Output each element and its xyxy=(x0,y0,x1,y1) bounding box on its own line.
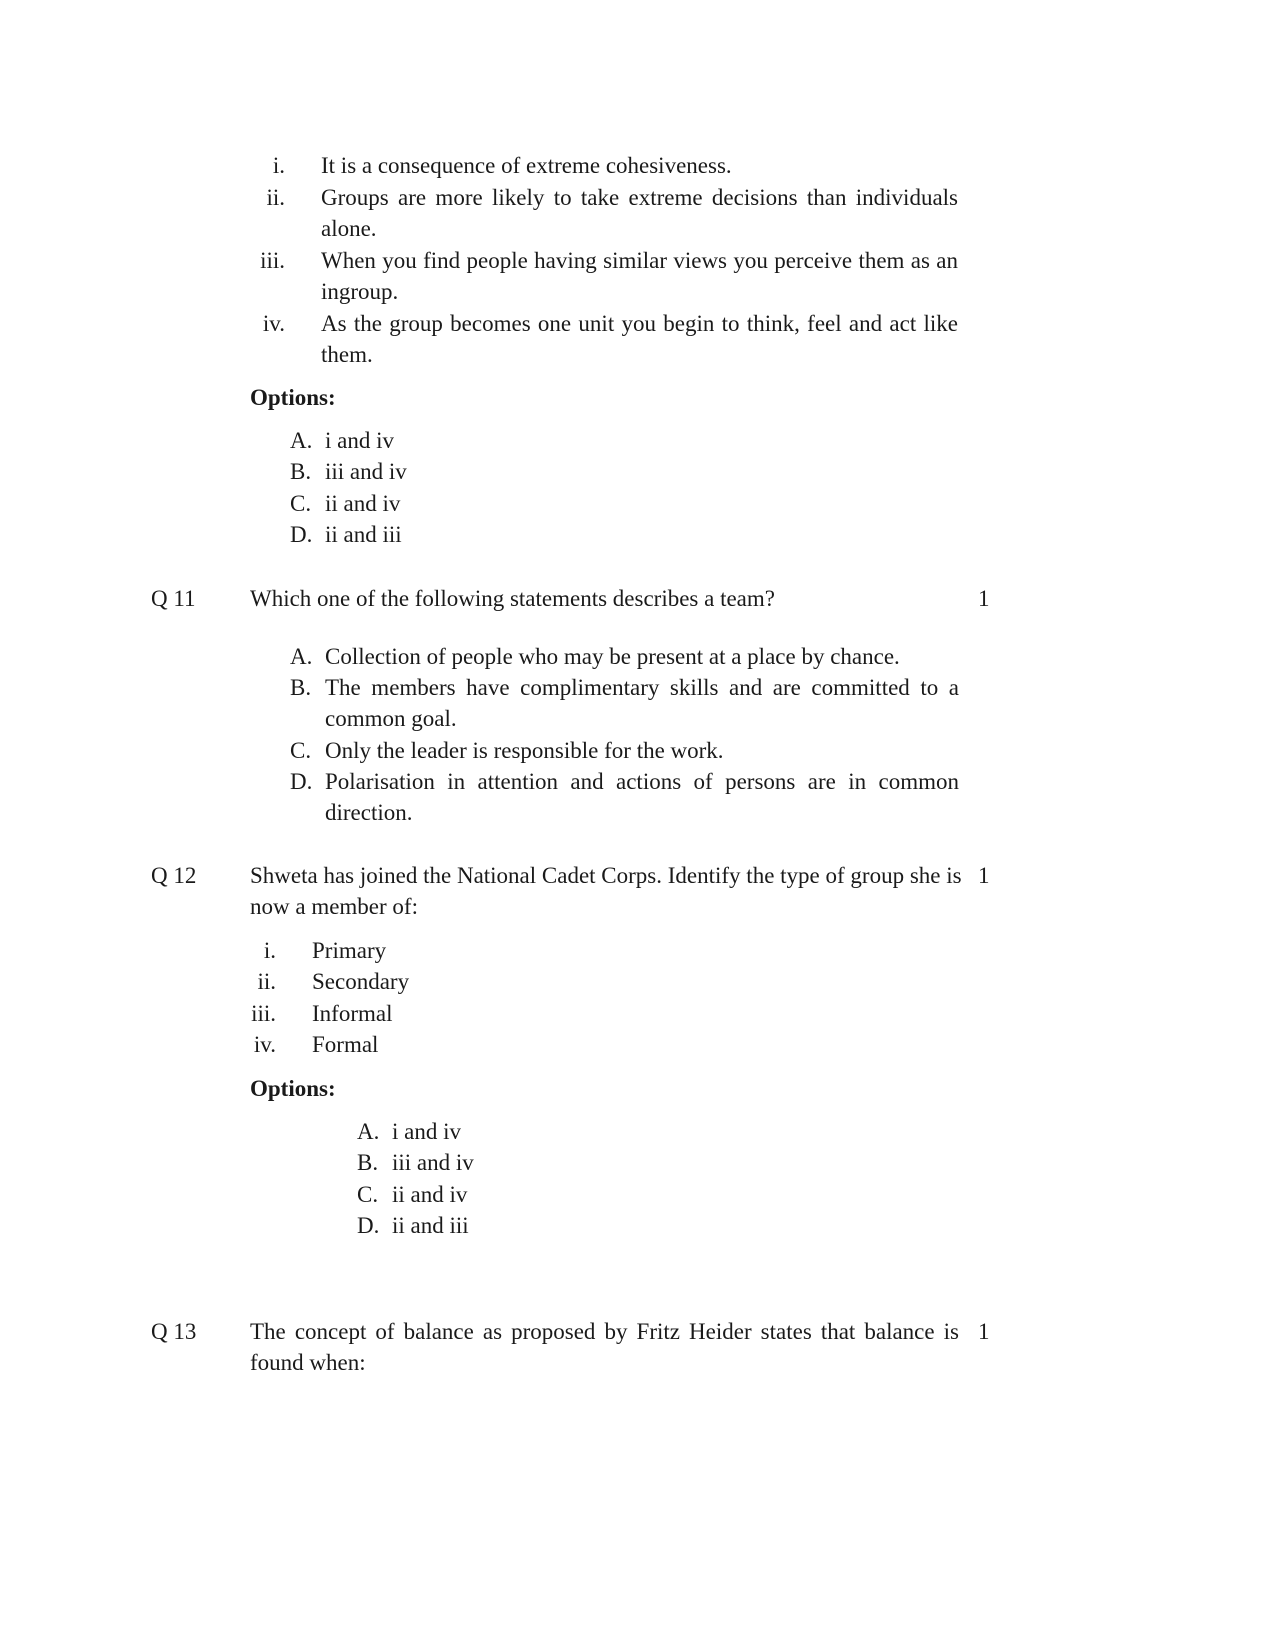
option-text: iii and iv xyxy=(392,1150,474,1175)
statement-text: When you find people having similar views you perceive them as an ingroup. xyxy=(321,248,958,304)
option-letter: C. xyxy=(290,738,312,763)
option-text: ii and iii xyxy=(392,1213,469,1238)
question-text: The concept of balance as proposed by Fritz Heider states that balance is found when: xyxy=(250,1319,959,1375)
option-letter: C. xyxy=(357,1182,379,1207)
item-number: iii. xyxy=(251,1001,276,1026)
question-number: Q 13 xyxy=(151,1319,197,1344)
option-text: ii and iv xyxy=(392,1182,468,1207)
statement-text: Groups are more likely to take extreme decisions than individuals alone. xyxy=(321,185,958,241)
option-text: i and iv xyxy=(325,428,394,453)
question-number: Q 11 xyxy=(151,586,196,611)
statement-number: i. xyxy=(272,153,285,178)
option-letter: D. xyxy=(357,1213,380,1238)
item-number: i. xyxy=(263,938,276,963)
item-number: ii. xyxy=(257,969,276,994)
marks: 1 xyxy=(978,863,990,888)
option-letter: B. xyxy=(357,1150,379,1175)
item-text: Primary xyxy=(312,938,387,963)
option-text: iii and iv xyxy=(325,459,407,484)
statement-number: ii. xyxy=(266,185,285,210)
question-text: Shweta has joined the National Cadet Corps. Identify the type of group she is now a member of: xyxy=(250,863,962,919)
option-text: ii and iii xyxy=(325,522,402,547)
item-number: iv. xyxy=(253,1032,276,1057)
option-letter: A. xyxy=(290,428,313,453)
option-text: The members have complimentary skills and are committed to a common goal. xyxy=(325,675,959,731)
option-letter: D. xyxy=(290,522,313,547)
item-text: Secondary xyxy=(312,969,410,994)
options-heading: Options: xyxy=(250,1076,336,1101)
option-letter: A. xyxy=(357,1119,380,1144)
option-text: i and iv xyxy=(392,1119,461,1144)
statement-number: iii. xyxy=(260,248,285,273)
question-number: Q 12 xyxy=(151,863,197,888)
option-letter: B. xyxy=(290,459,312,484)
item-text: Formal xyxy=(312,1032,379,1057)
option-text: ii and iv xyxy=(325,491,401,516)
option-text: Polarisation in attention and actions of persons are in common direction. xyxy=(325,769,959,825)
question-text: Which one of the following statements describes a team? xyxy=(250,586,775,611)
option-letter: C. xyxy=(290,491,312,516)
statement-text: As the group becomes one unit you begin to think, feel and act like them. xyxy=(321,311,958,367)
marks: 1 xyxy=(978,1319,990,1344)
statement-text: It is a consequence of extreme cohesiveness. xyxy=(321,153,732,178)
option-text: Collection of people who may be present at a place by chance. xyxy=(325,644,900,669)
option-letter: D. xyxy=(290,769,313,794)
statement-number: iv. xyxy=(262,311,285,336)
option-letter: A. xyxy=(290,644,313,669)
option-text: Only the leader is responsible for the work. xyxy=(325,738,724,763)
marks: 1 xyxy=(978,586,990,611)
item-text: Informal xyxy=(312,1001,393,1026)
options-heading: Options: xyxy=(250,385,336,410)
option-letter: B. xyxy=(290,675,312,700)
